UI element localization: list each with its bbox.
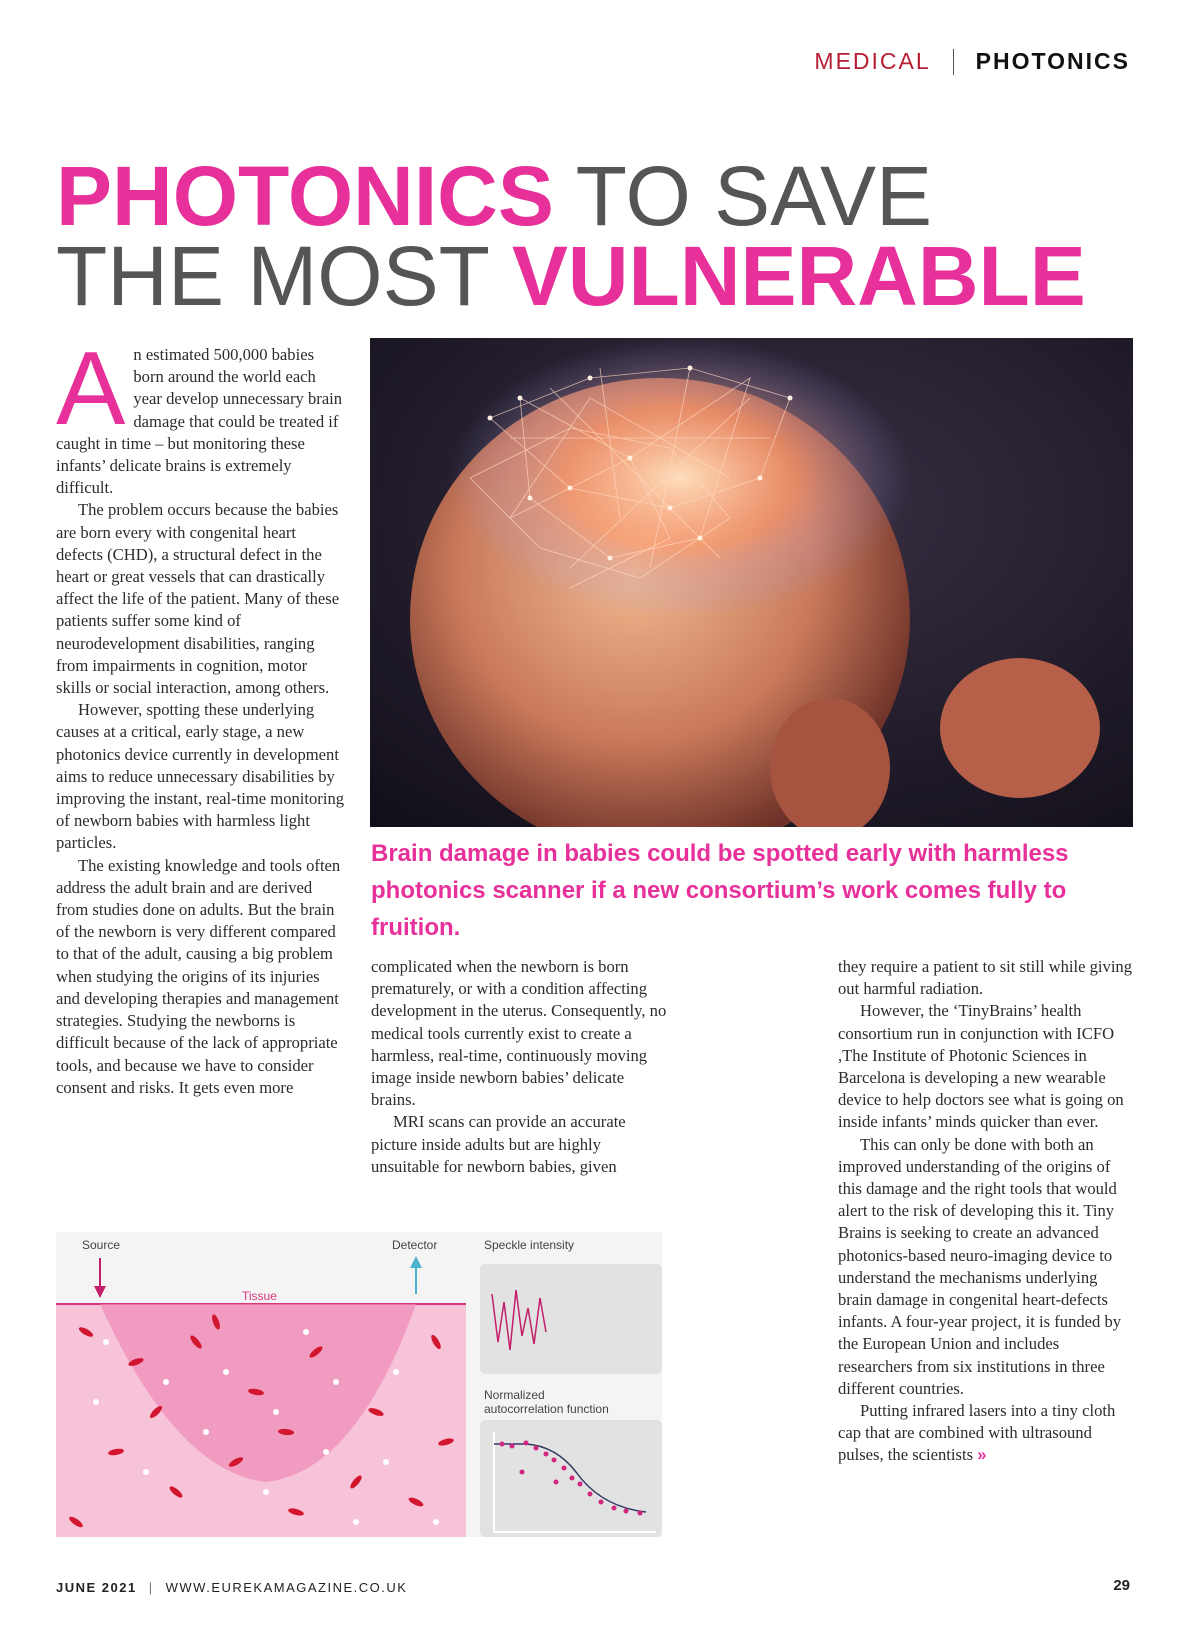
tissue-label: Tissue (242, 1289, 277, 1303)
headline-highlight-1: PHOTONICS (56, 149, 554, 243)
photo-caption: Brain damage in babies could be spotted early with harmless photonics scanner if a new consortium’s work comes fully to fruition. (371, 840, 1069, 941)
drop-cap: A (56, 331, 126, 447)
section-header (814, 48, 1130, 75)
body-paragraph: The existing knowledge and tools often address the adult brain and are derived from studies done on adults. But the brain of the newborn is very different compared to that of the adult, causing a big problem when studying the origins of its injuries and developing therapies and management strategies. Studying the newborns is difficult because of the lack of appropriate tools, and because we have to consider consent and risks. It gets even more (56, 855, 341, 1097)
source-label: Source (82, 1238, 121, 1252)
subsection-label: PHOTONICS (975, 48, 1130, 74)
headline-text-1: TO SAVE (553, 149, 933, 243)
hero-photo (370, 338, 1133, 827)
speckle-intensity-label: Speckle intensity (484, 1238, 575, 1252)
body-paragraph: The problem occurs because the babies are born every with congenital heart defects (CHD), a structural defect in the heart or great vessels that can drastically affect the life of the patient. Many of these patients suffer some kind of neurodevelopment disabilities, ranging from impairments in cognition, motor skills or social interaction, among others. (56, 500, 340, 698)
page-number: 29 (1113, 1577, 1130, 1594)
continue-icon: » (977, 1445, 987, 1465)
issue-date: JUNE 2021 (56, 1580, 137, 1595)
website-url: WWW.EUREKAMAGAZINE.CO.UK (165, 1580, 408, 1595)
body-paragraph: MRI scans can provide an accurate picture inside adults but are highly unsuitable for newborn babies, given (371, 1112, 626, 1176)
body-column-1 (56, 331, 346, 1099)
intro-paragraph: An estimated 500,000 babies born around the world each year develop unnecessary brain damage that could be treated if caught in time – but monitoring these infants’ delicate brains is extremely difficult. (56, 331, 343, 498)
body-paragraph: Putting infrared lasers into a tiny cloth cap that are combined with ultrasound pulses, the scientists » (838, 1401, 1116, 1465)
body-column-2 (371, 956, 671, 1178)
header-divider (953, 49, 954, 75)
body-paragraph: This can only be done with both an improved understanding of the origins of this damage and the right tools that would alert to the risk of developing this it. Tiny Brains is seeking to create an advanced photonics-based neuro-imaging device to understand the mechanisms underlying brain damage in congenital heart-defects infants. A four-year project, it is funded by the European Union and includes researchers from six institutions in three different countries. (838, 1134, 1122, 1398)
baby-brain-illustration (370, 338, 1133, 827)
autocorrelation-label-line1: Normalized (484, 1388, 545, 1402)
body-paragraph: complicated when the newborn is born prematurely, or with a condition affecting development in the uterus. Consequently, no medical tools currently exist to create a harmless, real-time, continuously moving image inside newborn babies’ delicate brains. (371, 957, 667, 1110)
detector-label: Detector (392, 1238, 438, 1252)
headline-text-2: THE MOST (56, 229, 512, 323)
headline-highlight-2: VULNERABLE (511, 229, 1086, 323)
footer-divider: | (148, 1580, 154, 1595)
article-headline (56, 149, 1156, 323)
diagram-graphic (56, 1232, 662, 1537)
body-paragraph: However, spotting these underlying causes at a critical, early stage, a new photonics device currently in development aims to reduce unnecessary disabilities by improving the instant, real-time monitoring of newborn babies with harmless light particles. (56, 700, 345, 853)
body-paragraph: However, the ‘TinyBrains’ health consortium run in conjunction with ICFO ,The Institute of Photonic Sciences in Barcelona is developing a new wearable device to help doctors see what is going on inside infants’ minds quicker than ever. (838, 1001, 1124, 1132)
page-footer (56, 1580, 407, 1595)
body-paragraph: they require a patient to sit still while giving out harmful radiation. (838, 957, 1133, 999)
diffuse-correlation-diagram (56, 1232, 662, 1537)
body-column-3 (838, 956, 1134, 1467)
autocorrelation-label-line2: autocorrelation function (484, 1402, 609, 1416)
section-label: MEDICAL (814, 48, 931, 74)
